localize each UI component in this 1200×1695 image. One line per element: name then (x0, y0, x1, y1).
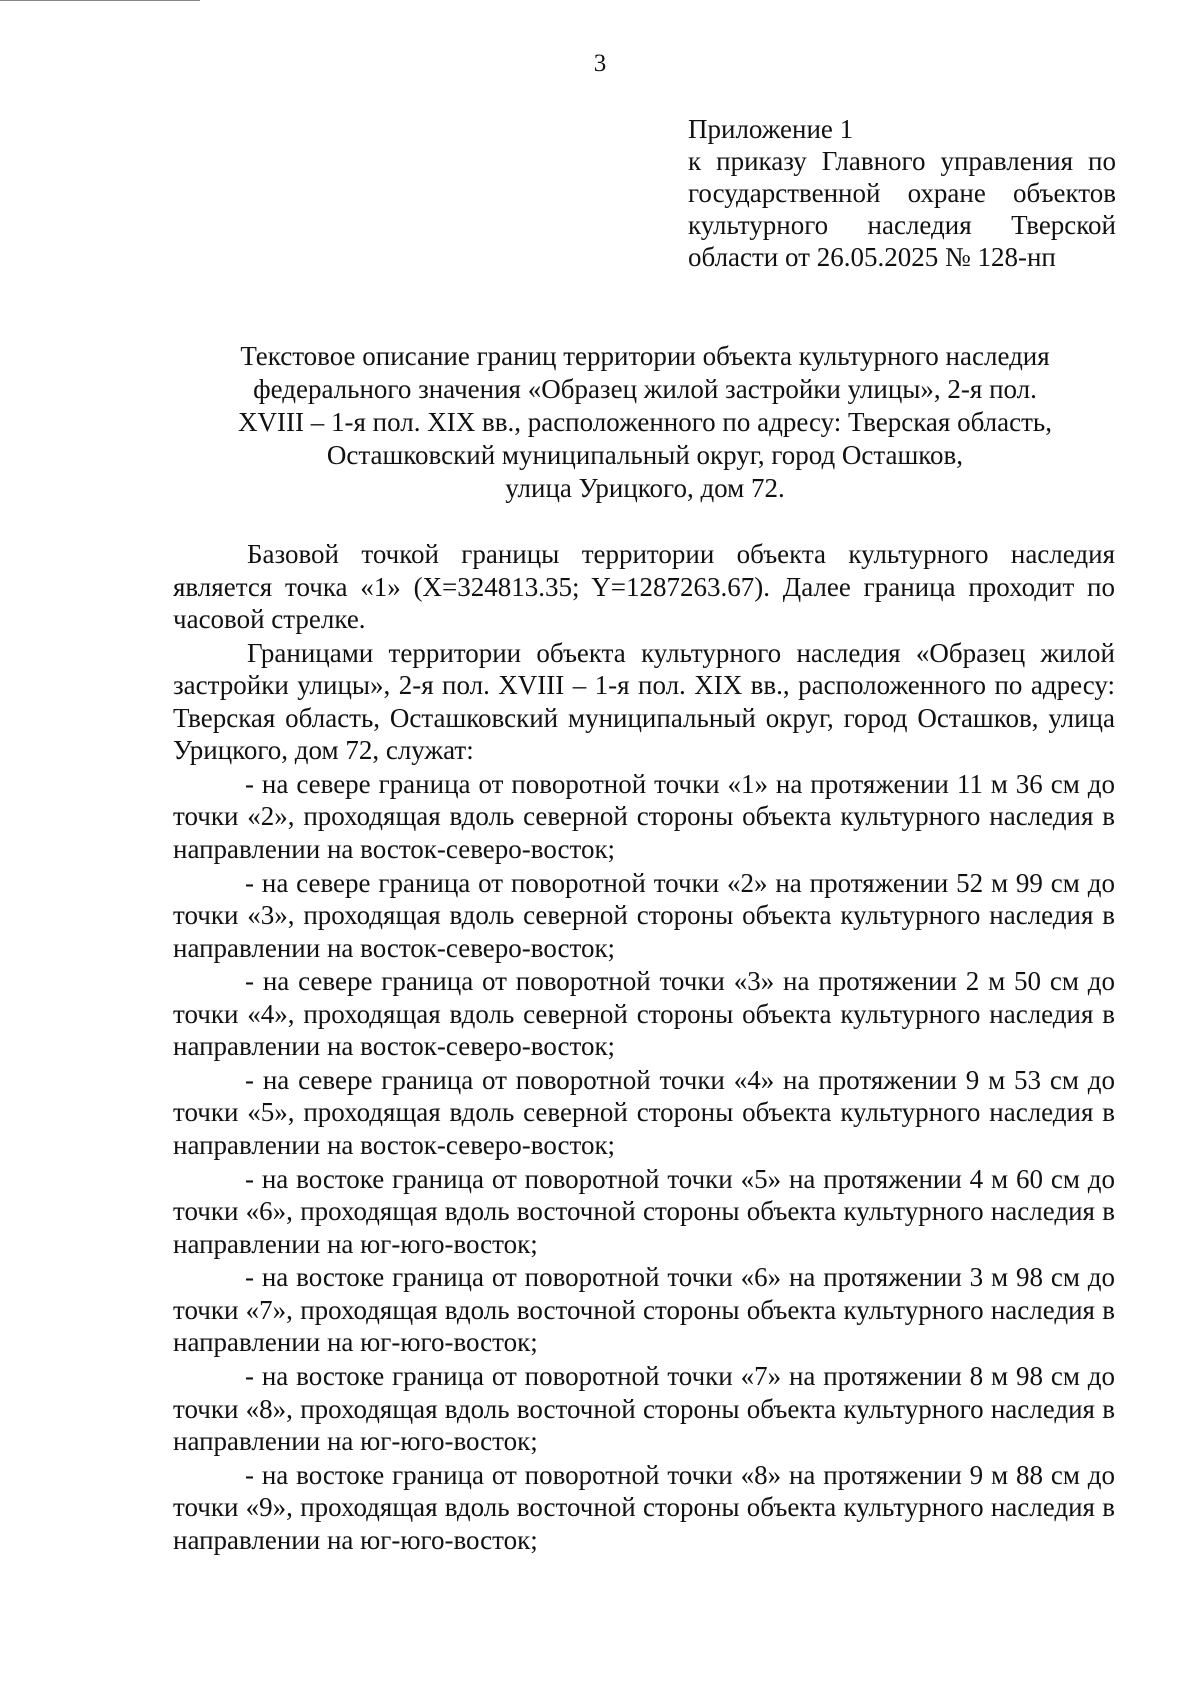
document-title (175, 340, 1115, 505)
paragraph: Границами территории объекта культурного наследия «Образец жилой застройки улицы», 2-я пол. XVIII – 1-я пол. XIX вв., расположенного по адресу: Тверская область, Осташковский муниципальный округ, город Осташков, улица Урицкого, дом 72, служат: (173, 637, 1115, 766)
list-item: - на востоке граница от поворотной точки «5» на протяжении 4 м 60 см до точки «6», проходящая вдоль восточной стороны объекта культурного наследия в направлении на юг-юго-восток; (173, 1163, 1115, 1259)
list-item: - на севере граница от поворотной точки «4» на протяжении 9 м 53 см до точки «5», проходящая вдоль северной стороны объекта культурного наследия в направлении на восток-северо-восток; (173, 1064, 1115, 1160)
appendix-line: области от 26.05.2025 № 128-нп (688, 242, 1056, 272)
title-line: Текстовое описание границ территории объекта культурного наследия (240, 341, 1050, 371)
title-line: улица Урицкого, дом 72. (505, 473, 785, 503)
appendix-title: Приложение 1 (688, 114, 854, 144)
list-item: - на востоке граница от поворотной точки «8» на протяжении 9 м 88 см до точки «9», проходящая вдоль восточной стороны объекта культурного наследия в направлении на юг-юго-восток; (173, 1459, 1115, 1555)
title-line: Осташковский муниципальный округ, город Осташков, (326, 440, 964, 470)
title-line: федерального значения «Образец жилой застройки улицы», 2-я пол. (253, 374, 1037, 404)
list-item: - на севере граница от поворотной точки «3» на протяжении 2 м 50 см до точки «4», проходящая вдоль северной стороны объекта культурного наследия в направлении на восток-северо-восток; (173, 966, 1115, 1062)
list-item: - на севере граница от поворотной точки «2» на протяжении 52 м 99 см до точки «3», проходящая вдоль северной стороны объекта культурного наследия в направлении на восток-северо-восток; (173, 867, 1115, 963)
paragraph: Базовой точкой границы территории объекта культурного наследия является точка «1» (X=324813.35; Y=1287263.67). Далее граница проходит по часовой стрелке. (173, 539, 1115, 634)
scan-edge-line (0, 0, 200, 1)
appendix-line: к приказу Главного управления по (688, 146, 1116, 176)
appendix-line: государственной охране объектов (688, 178, 1116, 208)
page-number: 3 (593, 50, 607, 77)
appendix-header (688, 113, 1116, 273)
appendix-line: культурного наследия Тверской (688, 210, 1116, 240)
title-line: XVIII – 1-я пол. XIX вв., расположенного по адресу: Тверская область, (238, 407, 1052, 437)
list-item: - на востоке граница от поворотной точки «7» на протяжении 8 м 98 см до точки «8», проходящая вдоль восточной стороны объекта культурного наследия в направлении на юг-юго-восток; (173, 1361, 1115, 1456)
list-item: - на востоке граница от поворотной точки «6» на протяжении 3 м 98 см до точки «7», проходящая вдоль восточной стороны объекта культурного наследия в направлении на юг-юго-восток; (173, 1262, 1115, 1358)
document-body (173, 538, 1115, 1557)
list-item: - на севере граница от поворотной точки «1» на протяжении 11 м 36 см до точки «2», проходящая вдоль северной стороны объекта культурного наследия в направлении на восток-северо-восток; (173, 768, 1115, 864)
